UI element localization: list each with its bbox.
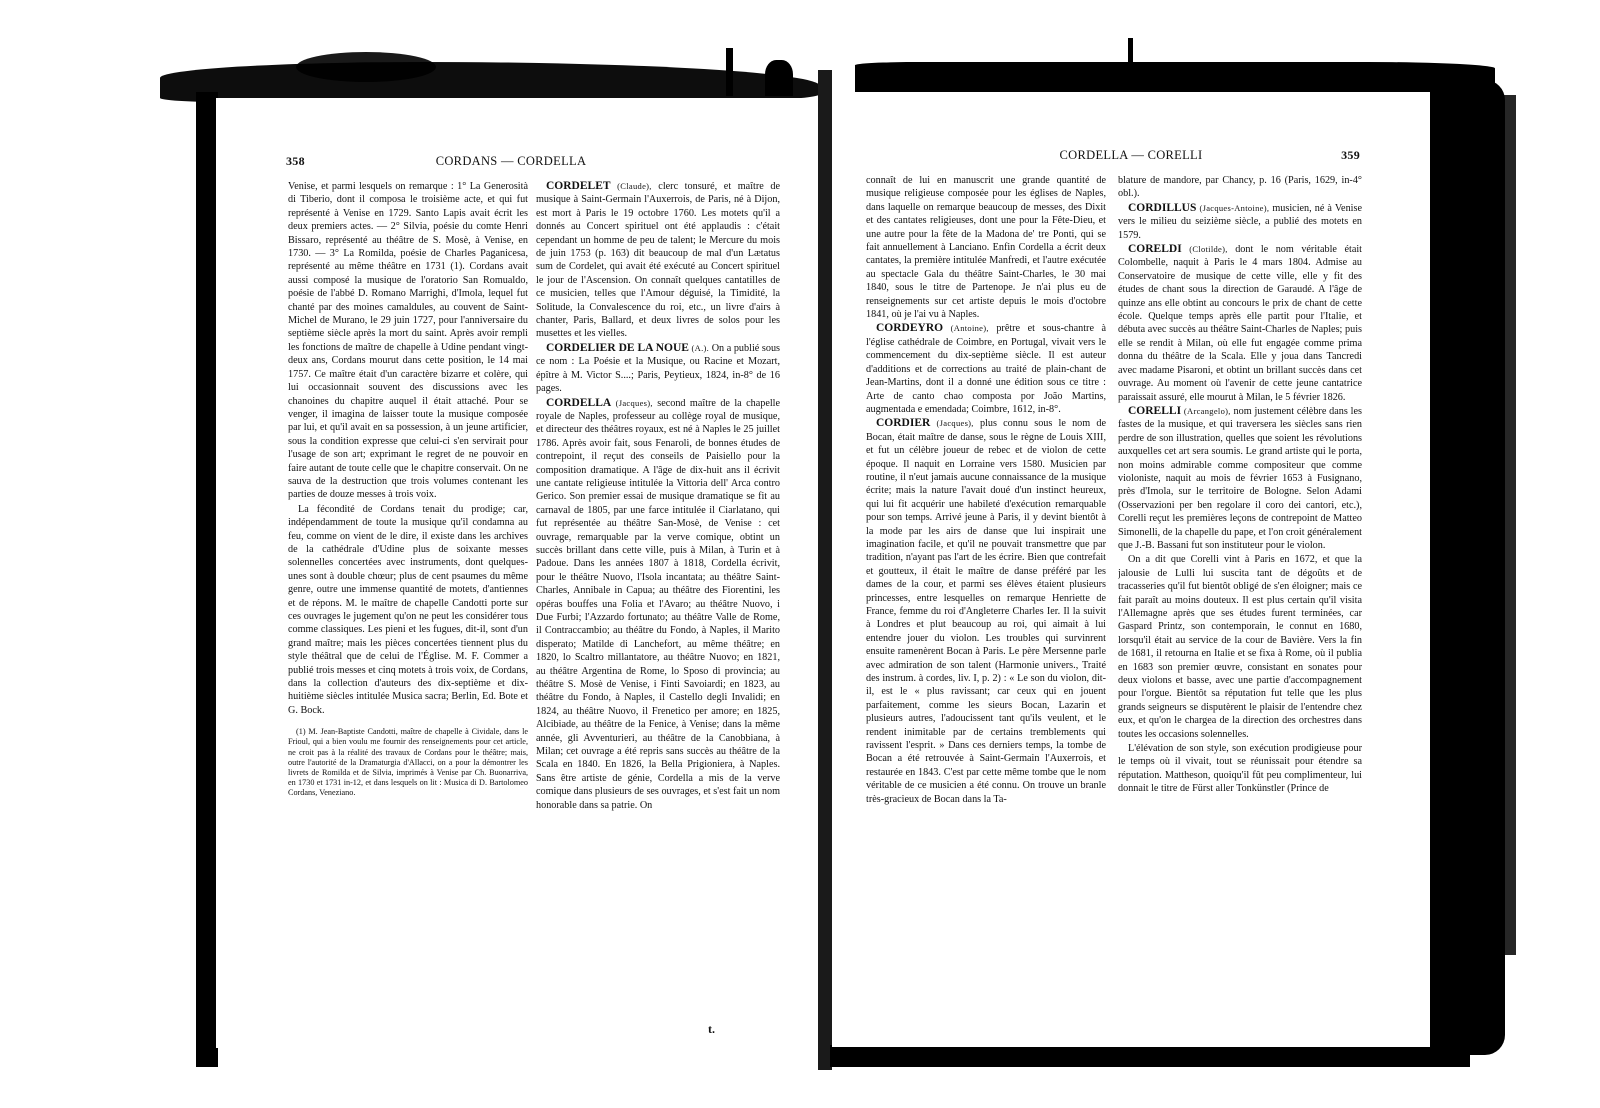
entry-forename: (Claude),	[617, 181, 652, 191]
dictionary-entry	[536, 397, 780, 813]
entry-headword: CORDILLUS	[1128, 201, 1197, 214]
entry-text: nom justement célèbre dans les fastes de la musique, et qui traversera les siècles sans rien perdre de son illustration, quelles que soient les révolutions auxquelles cet art sera soumis. Le grand artiste qui le porta, non moins admirable comme compositeur que comme violoniste, naquit au mois de février 1653 à Fusignano, près d'Imola, sur le territoire de Bologne. Selon Adami (Osservazioni per ben regolare il coro dei cantori, etc.), Corelli reçut les premières leçons de contrepoint de Matteo Simonelli, de la chapelle du pape, et l'on croit généralement que J.-B. Bassani fut son instituteur pour le violon.	[1118, 405, 1362, 551]
entry-headword: CORDELIER DE LA NOUE	[546, 341, 689, 354]
entry-text: On a publié sous ce nom : La Poésie et la Musique, ou Racine et Mozart, épître à M. Victor S....; Paris, Peytieux, 1824, in-8° de 16 pages.	[536, 342, 780, 395]
entry-text: connaît de lui en manuscrit une grande quantité de musique religieuse composée pour les églises de Naples, dans laquelle on remarque beaucoup de messes, des Dixit et des cantates religieuses, dont une pour la Fête-Dieu, et une autre pour la fête de la Madona de' tre Ponti, qui se fait annuellement à Lanciano. Enfin Cordella a écrit deux cantates, la première intitulée Manfredi, et l'autre exécutée au spectacle Gala du théâtre Saint-Charles, le 30 mai 1840, sous le titre de Partenope. Je n'ai plus eu de renseignements sur cet artiste depuis le mois d'octobre 1841, où je l'ai vu à Naples.	[866, 175, 1106, 321]
right-page-header	[832, 148, 1430, 164]
scan-shadow-right	[1430, 80, 1505, 1055]
entry-forename: (Jacques-Antoine),	[1199, 202, 1270, 213]
entry-text: musicien, né à Venise vers le milieu du seizième siècle, a publié des motets en 1579.	[1118, 202, 1362, 241]
entry-headword: CORDELLA	[546, 396, 612, 409]
footnote	[288, 727, 528, 798]
scan-shadow-top-left	[160, 62, 820, 102]
scan-mark: t.	[708, 1022, 715, 1036]
page-number: 359	[1341, 148, 1360, 162]
text-column	[866, 174, 1106, 1034]
entry-forename: (Clotilde),	[1189, 244, 1228, 255]
entry-text: blature de mandore, par Chancy, p. 16 (Paris, 1629, in-4° obl.).	[1118, 175, 1362, 200]
entry-headword: CORDIER	[876, 417, 931, 430]
text-column	[536, 180, 780, 1040]
dictionary-entry	[866, 417, 1106, 806]
entry-forename: (Jacques),	[936, 418, 974, 429]
dictionary-entry	[1118, 243, 1362, 404]
entry-headword: CORELLI	[1128, 404, 1182, 417]
text-column	[288, 180, 528, 1040]
left-page-header	[216, 154, 806, 170]
scan-artifact	[726, 48, 733, 96]
footnote-text: (1) M. Jean-Baptiste Candotti, maître de chapelle à Cividale, dans le Frioul, qui a bien voulu me fournir des renseignements pour cet article, ne croit pas à la réalité des travaux de Cordans pour le théâtre; mais, outre l'autorité de la Dramaturgia d'Allacci, on a pour la démontrer les livrets de Romilda et de Silvia, imprimés à Venise par Ch. Buonarriva, en 1730 et 1731 in-12, et dans lesquels on lit : Musica di D. Bartolomeo Cordans, Veneziano.	[288, 727, 528, 798]
entry-text: second maître de la chapelle royale de Naples, professeur au collège royal de musique, et directeur des théâtres royaux, est né à Naples le 25 juillet 1786. Après avoir fait, sous Fenaroli, de bonnes études de contrepoint, il reçut des conseils de Paisiello pour la composition dramatique. A l'âge de dix-huit ans il écrivit une cantate religieuse intitulée la Vittoria dell' Arca contro Gerico. Son premier essai de musique dramatique se fit au carnaval de 1805, par une farce intitulée il Ciarlatano, qui fut représentée au théâtre San-Mosè, de Venise : cet ouvrage, remarquable par la verve comique, obtint un succès brillant dans cette ville, puis à Milan, à Turin et à Padoue. Dans les années 1807 à 1818, Cordella écrivit, pour le théâtre Nuovo, l'Isola incantata; au théâtre Saint-Charles, Annibale in Capua; au théâtre des Fiorentini, les opéras bouffes una Folia et l'Avaro; au théâtre Nuovo, i Due Furbi; l'Azzardo fortunato; au théâtre Valle de Rome, il Contraccambio; au théâtre du Fondo, à Naples, il Marito disperato; Matilde di Lanchefort, au même théâtre; en 1820, lo Scaltro millantatore, au théâtre Nuovo; en 1821, au théâtre Argentina de Rome, lo Sposo di provincia; au théâtre S. Mosè de Venise, i Finti Savoiardi; en 1823, au théâtre du Fondo, à Naples, il Castello degli Invalidi; en 1824, au théâtre Nuovo, il Frenetico per amore; en 1825, Alcibiade, au théâtre de la Fenice, à Venise; dans la même année, gli Avventurieri, au théâtre de la Canobbiana, à Milan; cet ouvrage a été repris sans succès au théâtre de la Scala en 1840. En 1826, la Bella Prigioniera, à Naples. Sans être artiste de génie, Cordella a mis de la verve comique dans plusieurs de ses ouvrages, et s'est fait un nom honorable dans sa patrie. On	[536, 397, 780, 811]
scan-artifact	[1128, 38, 1133, 83]
entry-headword: CORDELET	[546, 180, 611, 192]
entry-forename: (Antoine),	[950, 323, 989, 334]
entry-forename: (A.).	[691, 342, 710, 353]
right-page	[832, 92, 1430, 1047]
dictionary-entry	[1118, 405, 1362, 552]
paragraph: La fécondité de Cordans tenait du prodige; car, indépendamment de toute la musique qu'il condamna au feu, comme on vient de le dire, il existe dans les archives de la cathédrale d'Udine plus de soixante messes solennelles concertées avec instruments, dont quelques-unes sont à double chœur; plus de cent psaumes du même genre, outre une immense quantité de motets, d'antiennes et de répons. M. le maître de chapelle Candotti porte sur ces ouvrages le jugement qu'on ne peut les considérer tous comme classiques. Les pieni et les fugues, dit-il, sont d'un grand maître; mais les pièces concertées tiennent plus du style théâtral que de celui de l'Église. M. F. Commer a publié trois messes et cinq motets à trois voix, de Cordans, dans la collection d'auteurs des dix-septième et dix-huitième siècles intitulée Musica sacra; Berlin, Ed. Bote et G. Bock.	[288, 503, 528, 716]
entry-text: prêtre et sous-chantre à l'église cathédrale de Coimbre, en Portugal, vivait vers le commencement du dix-septième siècle. Il est auteur d'additions et de corrections au traité de plain-chant de Jean-Martins, dont il a donné une édition sous ce titre : Arte de canto chao composta por João Martins, augmentada e emendada; Coimbre, 1612, in-8°.	[866, 323, 1106, 415]
scan-shadow-left	[196, 92, 218, 1067]
entry-text: dont le nom véritable était Colombelle, naquit à Paris le 4 mars 1804. Admise au Conservatoire de musique de cette ville, elle y fit des études de chant sous la direction de Garaudé. A l'âge de quinze ans elle obtint au concours le prix de chant de cette école. Quelque temps après elle partit pour l'Italie, et débuta avec succès au théâtre Saint-Charles de Naples; puis elle se rendit à Milan, où elle fut engagée comme prima donna du théâtre de la Scala. Elle y joua dans Tancredi avec madame Pisaroni, et obtint un brillant succès dans cet ouvrage. Au moment où l'avenir de cette jeune cantatrice paraissait assuré, elle mourut à Milan, le 5 février 1826.	[1118, 244, 1362, 403]
entry-forename: (Arcangelo),	[1183, 405, 1231, 416]
dictionary-entry	[866, 322, 1106, 416]
dictionary-entry	[536, 342, 780, 396]
scan-shadow-top-right	[855, 62, 1495, 94]
paragraph: Venise, et parmi lesquels on remarque : 1° La Generosità di Tiberio, dont il composa le troisième acte, et qui fut représenté à Venise en 1729. Santo Lapis avait écrit les deux premiers actes. — 2° Silvia, poésie du comte Henri Bissaro, représenté au théâtre de S. Mosè, à Venise, en 1730. — 3° La Romilda, poésie de Charles Paganicesa, représenté au même théâtre en 1731 (1). Cordans avait aussi composé la musique de l'oratorio San Romualdo, poésie de l'abbé D. Romano Marrighi, d'Imola, lequel fut chanté par des moines camaldules, au couvent de Saint-Michel de Murano, le 29 juin 1727, pour l'anniversaire du septième siècle après la mort du saint. Après avoir rempli les fonctions de maître de chapelle à Udine pendant vingt-deux ans, Cordans mourut dans cette position, le 14 mai 1757. Ce maître était d'un caractère bizarre et colère, qui lui occasionnait souvent des discussions avec les chanoines du chapitre auquel il était attaché. Pour se venger, il imagina de laisser toute la musique composée par lui, et qu'il avait en sa possession, à un jeune artificier, sous la condition expresse que celui-ci s'en servirait pour l'usage de son art; exprimant le regret de ne pouvoir en faire autant de toute celle que le chapitre conservait. On ne sauva de la destruction que trois volumes contenant les parties de douze messes à trois voix.	[288, 181, 528, 501]
text-column	[1118, 174, 1362, 1034]
book-spine	[818, 70, 832, 1070]
dictionary-entry	[1118, 742, 1362, 796]
dictionary-entry	[1118, 202, 1362, 242]
dictionary-entry	[1118, 553, 1362, 741]
dictionary-entry	[536, 180, 780, 341]
entry-forename: (Jacques),	[615, 397, 653, 408]
scan-artifact	[765, 60, 793, 96]
scan-shadow-bottom-right	[830, 1045, 1470, 1067]
dictionary-entry	[866, 174, 1106, 321]
running-head: CORDANS — CORDELLA	[435, 154, 587, 168]
page-number: 358	[286, 154, 305, 168]
entry-text: clerc tonsuré, et maître de musique à Saint-Germain l'Auxerrois, de Paris, né à Dijon, est mort à Paris le 19 octobre 1760. Les motets qu'il a donnés au Concert spirituel ont été applaudis : c'était cependant un homme de peu de talent; le Mercure du mois de juin 1753 (p. 163) dit beaucoup de mal d'un Lætatus sum de Cordelet, qui avait été exécuté au Concert spirituel le jour de l'Ascension. On connaît quelques cantatilles de ce musicien, telles que l'Amour déguisé, la Timidité, la Solitude, la Convalescence du roi, etc., un livre d'airs à chanter, Paris, Ballard, et deux livres de solos pour les musettes et les vielles.	[536, 181, 780, 340]
scan-shadow-right-edge	[1500, 95, 1516, 955]
entry-text: L'élévation de son style, son exécution prodigieuse pour le temps où il vivait, tout se réunissait pour étendre sa réputation. Mattheson, quoiqu'il fût peu complimenteur, lui donnait le titre de Fürst aller Tonkünstler (Prince de	[1118, 743, 1362, 795]
entry-headword: CORDEYRO	[876, 322, 944, 335]
dictionary-entry	[1118, 174, 1362, 201]
left-page	[216, 98, 806, 1048]
entry-text: plus connu sous le nom de Bocan, était maître de danse, sous le règne de Louis XIII, et fut un célèbre joueur de rebec et de violon de cette époque. Il naquit en Lorraine vers 1580. Musicien par routine, il n'eut jamais aucune connaissance de la musique écrite; mais la nature l'avait doué d'un instinct heureux, qui lui fit acquérir une habileté d'exécution remarquable pour son temps. Arrivé jeune à Paris, il y devint bientôt à la mode par les airs de danse que lui inspirait une imagination facile, et qu'il ne pouvait transmettre que par tradition, n'ayant pas l'art de les écrire. Bien que contrefait et goutteux, il était le maître de danse préféré par les dames de la cour, et parmi ses élèves étaient plusieurs princesses, entre lesquelles on remarque Henriette de France, femme du roi d'Angleterre Charles Ier. Il la suivit à Londres et plut beaucoup au roi, qui aimait à lui entendre jouer du violon. Les troubles qui survinrent ensuite ramenèrent Bocan à Paris. Le père Mersenne parle avec admiration de son talent (Harmonie univers., Traité des instrum. à cordes, liv. I, p. 2) : « Le son du violon, dit-il, est le « plus ravissant; car ceux qui en jouent parfaitement, comme les sieurs Bocan, Lazarin et plusieurs autres, l'adoucissent tant qu'ils veulent, et le rendent inimitable par de certains tremblements qui ravissent l'esprit. » Dans ces derniers temps, la tombe de Bocan a été retrouvée à Saint-Germain l'Auxerrois, et restaurée en 1843. C'est par cette même tombe que le nom véritable de ce musicien a été connu. On trouve un branle très-gracieux de Bocan dans la Ta-	[866, 418, 1106, 805]
running-head: CORDELLA — CORELLI	[1059, 148, 1203, 162]
entry-text: On a dit que Corelli vint à Paris en 1672, et que la jalousie de Lulli lui suscita tant de dégoûts et de tracasseries qu'il fut bientôt obligé de s'en éloigner; mais ce fait paraît au moins douteux. Il est plus certain qu'il visita l'Allemagne après que ses études furent terminées, car Gaspard Printz, son contemporain, le connut en 1680, lorsqu'il était au service de la cour de Bavière. Vers la fin de 1681, il retourna en Italie et se fixa à Rome, où il publia en 1683 son premier œuvre, consistant en sonates pour deux violons et basse, avec une partie d'accompagnement pour l'orgue. Bientôt sa réputation fut telle que les plus grands seigneurs se disputèrent le plaisir de l'entendre chez eux, et qu'on le chargea de la direction des orchestres dans toutes les occasions solennelles.	[1118, 554, 1362, 740]
entry-headword: CORELDI	[1128, 243, 1182, 256]
